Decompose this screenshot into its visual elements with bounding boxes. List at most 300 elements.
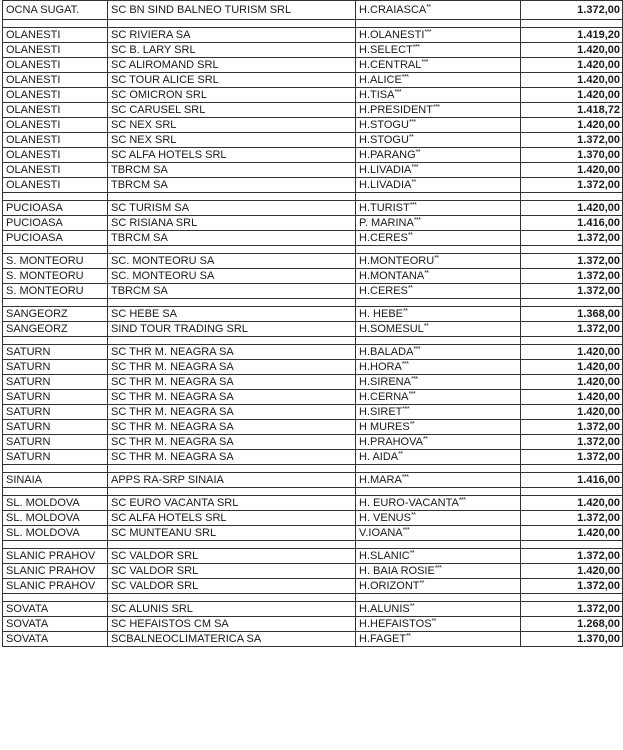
price-cell: 1.416,00 [521,473,623,488]
hotel-stars: ** [409,421,415,428]
hotel-name: H.STOGU [359,134,409,146]
price-cell: 1.420,00 [521,201,623,216]
hotel-cell [356,360,521,375]
hotel-stars: *** [402,406,410,413]
separator-cell [3,246,108,254]
hotel-cell [356,579,521,594]
price-cell: 1.420,00 [521,58,623,73]
hotel-name: H.SELECT [359,44,413,56]
hotel-name: H. AIDA [359,451,399,463]
company-cell: TBRCM SA [108,231,356,246]
location-cell: S. MONTEORU [3,254,108,269]
price-list-table [2,0,623,647]
price-cell: 1.370,00 [521,148,623,163]
separator-cell [356,541,521,549]
price-cell: 1.370,00 [521,632,623,647]
separator-cell [521,594,623,602]
table-row [3,435,623,450]
table-row [3,473,623,488]
table-row [3,602,623,617]
hotel-name: H.SOMESUL [359,323,424,335]
hotel-cell [356,73,521,88]
location-cell: SOVATA [3,617,108,632]
location-cell: OCNA SUGAT. [3,1,108,20]
separator-cell [521,193,623,201]
table-row [3,133,623,148]
location-cell: S. MONTEORU [3,284,108,299]
location-cell: OLANESTI [3,28,108,43]
price-cell: 1.420,00 [521,345,623,360]
table-row [3,496,623,511]
hotel-name: H.ALICE [359,74,402,86]
company-cell: SC CARUSEL SRL [108,103,356,118]
price-cell: 1.420,00 [521,375,623,390]
location-cell: OLANESTI [3,133,108,148]
price-cell: 1.372,00 [521,269,623,284]
table-row [3,579,623,594]
location-cell: SANGEORZ [3,322,108,337]
group-separator [3,488,623,496]
price-cell: 1.420,00 [521,564,623,579]
company-cell: SC RISIANA SRL [108,216,356,231]
company-cell: APPS RA-SRP SINAIA [108,473,356,488]
price-cell: 1.372,00 [521,322,623,337]
table-row [3,254,623,269]
separator-cell [108,193,356,201]
company-cell: SC VALDOR SRL [108,564,356,579]
hotel-name: H.CERES [359,285,408,297]
hotel-name: H. EURO-VACANTA [359,497,459,509]
table-row [3,201,623,216]
hotel-stars: *** [411,164,419,171]
hotel-name: H MURES [359,421,410,433]
company-cell: SC. MONTEORU SA [108,254,356,269]
table-row [3,73,623,88]
location-cell: SLANIC PRAHOV [3,579,108,594]
table-row [3,375,623,390]
table-row [3,405,623,420]
company-cell: SC THR M. NEAGRA SA [108,345,356,360]
hotel-name: H.PRAHOVA [359,436,423,448]
hotel-name: H.STOGU [359,119,409,131]
hotel-stars: ** [408,134,414,141]
location-cell: PUCIOASA [3,231,108,246]
hotel-stars: *** [394,89,402,96]
hotel-stars: ** [426,4,431,11]
separator-cell [521,20,623,28]
location-cell: SATURN [3,390,108,405]
hotel-cell [356,284,521,299]
table-row [3,1,623,20]
separator-cell [108,20,356,28]
hotel-name: H.SIRET [359,406,403,418]
company-cell: SC THR M. NEAGRA SA [108,375,356,390]
hotel-stars: *** [432,104,440,111]
hotel-cell [356,617,521,632]
price-cell: 1.418,72 [521,103,623,118]
hotel-stars: ** [410,512,416,519]
company-cell: SC THR M. NEAGRA SA [108,450,356,465]
table-row [3,511,623,526]
hotel-stars: ** [403,308,408,315]
hotel-cell [356,435,521,450]
hotel-cell [356,496,521,511]
location-cell: S. MONTEORU [3,269,108,284]
table-row [3,231,623,246]
price-cell: 1.372,00 [521,602,623,617]
table-row [3,118,623,133]
separator-cell [521,246,623,254]
price-cell: 1.420,00 [521,390,623,405]
price-cell: 1.419,20 [521,28,623,43]
price-cell: 1.420,00 [521,43,623,58]
hotel-stars: ** [409,550,415,557]
hotel-cell [356,28,521,43]
separator-cell [3,193,108,201]
hotel-stars: ** [407,285,413,292]
company-cell: SC ALIROMAND SRL [108,58,356,73]
separator-cell [356,488,521,496]
company-cell: SC ALFA HOTELS SRL [108,148,356,163]
separator-cell [521,299,623,307]
hotel-cell [356,133,521,148]
separator-cell [521,541,623,549]
hotel-stars: ** [409,603,415,610]
table-row [3,216,623,231]
hotel-name: H.TURIST [359,202,410,214]
separator-cell [108,337,356,345]
price-cell: 1.372,00 [521,231,623,246]
table-row [3,163,623,178]
price-cell: 1.372,00 [521,420,623,435]
table-row [3,322,623,337]
location-cell: SATURN [3,345,108,360]
table-row [3,178,623,193]
company-cell: SC THR M. NEAGRA SA [108,435,356,450]
hotel-name: H.CENTRAL [359,59,422,71]
price-cell: 1.372,00 [521,450,623,465]
price-cell: 1.372,00 [521,284,623,299]
separator-cell [521,488,623,496]
hotel-stars: *** [401,361,409,368]
price-cell: 1.420,00 [521,118,623,133]
hotel-stars: *** [408,119,416,126]
table-row [3,549,623,564]
hotel-cell [356,148,521,163]
company-cell: SC B. LARY SRL [108,43,356,58]
hotel-stars: ** [422,436,428,443]
company-cell: SC THR M. NEAGRA SA [108,390,356,405]
hotel-cell [356,254,521,269]
hotel-stars: *** [458,497,466,504]
hotel-cell [356,43,521,58]
company-cell: SC ALUNIS SRL [108,602,356,617]
hotel-name: H.MONTEORU [359,255,435,267]
company-cell: SC BN SIND BALNEO TURISM SRL [108,1,356,20]
company-cell: SC THR M. NEAGRA SA [108,405,356,420]
hotel-name: H.BALADA [359,346,414,358]
separator-cell [3,337,108,345]
price-cell: 1.416,00 [521,216,623,231]
group-separator [3,193,623,201]
company-cell: SC HEBE SA [108,307,356,322]
table-row [3,526,623,541]
company-cell: SIND TOUR TRADING SRL [108,322,356,337]
hotel-stars: ** [415,149,421,156]
hotel-name: H. HEBE [359,308,404,320]
company-cell: SC NEX SRL [108,133,356,148]
separator-cell [108,541,356,549]
hotel-stars: *** [409,202,417,209]
hotel-cell [356,307,521,322]
hotel-cell [356,201,521,216]
hotel-stars: *** [424,29,432,36]
company-cell: SC TOUR ALICE SRL [108,73,356,88]
location-cell: SOVATA [3,602,108,617]
location-cell: OLANESTI [3,178,108,193]
price-cell: 1.372,00 [521,133,623,148]
company-cell: TBRCM SA [108,178,356,193]
hotel-cell [356,345,521,360]
hotel-stars: *** [408,391,416,398]
hotel-cell [356,420,521,435]
hotel-cell [356,473,521,488]
separator-cell [3,541,108,549]
company-cell: SC TURISM SA [108,201,356,216]
hotel-cell [356,163,521,178]
company-cell: TBRCM SA [108,163,356,178]
hotel-cell [356,564,521,579]
hotel-cell [356,632,521,647]
hotel-cell [356,375,521,390]
separator-cell [356,20,521,28]
hotel-name: H.PARANG [359,149,416,161]
table-row [3,307,623,322]
company-cell: SC RIVIERA SA [108,28,356,43]
hotel-name: H.SLANIC [359,550,410,562]
location-cell: OLANESTI [3,118,108,133]
hotel-cell [356,602,521,617]
separator-cell [356,465,521,473]
hotel-cell [356,216,521,231]
hotel-cell [356,511,521,526]
price-cell: 1.372,00 [521,579,623,594]
hotel-stars: ** [419,580,424,587]
table-row [3,564,623,579]
price-cell: 1.372,00 [521,254,623,269]
price-cell: 1.372,00 [521,511,623,526]
hotel-name: H.SIRENA [359,376,411,388]
company-cell: SC ALFA HOTELS SRL [108,511,356,526]
hotel-cell [356,526,521,541]
company-cell: SC. MONTEORU SA [108,269,356,284]
separator-cell [108,488,356,496]
price-cell: 1.368,00 [521,307,623,322]
hotel-stars: ** [406,633,411,640]
separator-cell [108,465,356,473]
hotel-name: V.IOANA [359,527,403,539]
table-row [3,58,623,73]
hotel-name: P. MARINA [359,217,414,229]
price-cell: 1.420,00 [521,526,623,541]
table-row [3,420,623,435]
table-row [3,269,623,284]
company-cell: SC VALDOR SRL [108,579,356,594]
separator-cell [3,594,108,602]
company-cell: TBRCM SA [108,284,356,299]
hotel-stars: ** [423,323,429,330]
location-cell: OLANESTI [3,163,108,178]
separator-cell [356,337,521,345]
hotel-name: H.CERNA [359,391,409,403]
hotel-name: H.OLANESTI [359,29,425,41]
hotel-stars: ** [398,451,403,458]
hotel-stars: *** [421,59,429,66]
table-row [3,632,623,647]
location-cell: SL. MOLDOVA [3,526,108,541]
price-cell: 1.420,00 [521,496,623,511]
hotel-stars: ** [407,232,413,239]
hotel-stars: *** [410,376,418,383]
separator-cell [356,594,521,602]
separator-cell [521,337,623,345]
hotel-stars: *** [412,44,420,51]
location-cell: SATURN [3,435,108,450]
location-cell: OLANESTI [3,103,108,118]
location-cell: SINAIA [3,473,108,488]
hotel-name: H.MARA [359,474,402,486]
hotel-cell [356,269,521,284]
hotel-cell [356,549,521,564]
hotel-cell [356,58,521,73]
hotel-stars: ** [424,270,429,277]
hotel-cell [356,231,521,246]
hotel-stars: *** [401,474,409,481]
separator-cell [3,299,108,307]
price-cell: 1.268,00 [521,617,623,632]
hotel-name: H.LIVADIA [359,164,412,176]
hotel-stars: ** [411,179,416,186]
location-cell: SATURN [3,405,108,420]
location-cell: SATURN [3,450,108,465]
company-cell: SC MUNTEANU SRL [108,526,356,541]
separator-cell [108,246,356,254]
hotel-cell [356,390,521,405]
location-cell: OLANESTI [3,73,108,88]
company-cell: SC EURO VACANTA SRL [108,496,356,511]
hotel-cell [356,118,521,133]
hotel-name: H.MONTANA [359,270,425,282]
location-cell: PUCIOASA [3,201,108,216]
price-cell: 1.420,00 [521,163,623,178]
separator-cell [3,20,108,28]
separator-cell [521,465,623,473]
hotel-name: H.ALUNIS [359,603,410,615]
company-cell: SC OMICRON SRL [108,88,356,103]
group-separator [3,299,623,307]
hotel-name: H. VENUS [359,512,411,524]
table-row [3,43,623,58]
company-cell: SC THR M. NEAGRA SA [108,420,356,435]
location-cell: OLANESTI [3,58,108,73]
location-cell: OLANESTI [3,43,108,58]
location-cell: SL. MOLDOVA [3,496,108,511]
hotel-name: H. BAIA ROSIE [359,565,435,577]
hotel-cell [356,178,521,193]
location-cell: SOVATA [3,632,108,647]
table-row [3,360,623,375]
location-cell: PUCIOASA [3,216,108,231]
price-cell: 1.420,00 [521,360,623,375]
hotel-cell [356,450,521,465]
group-separator [3,541,623,549]
table-row [3,103,623,118]
hotel-stars: ** [431,618,436,625]
table-row [3,148,623,163]
table-row [3,390,623,405]
price-cell: 1.372,00 [521,1,623,20]
price-cell: 1.372,00 [521,178,623,193]
hotel-stars: *** [434,565,442,572]
table-row [3,284,623,299]
location-cell: SL. MOLDOVA [3,511,108,526]
hotel-cell [356,103,521,118]
group-separator [3,246,623,254]
hotel-cell [356,405,521,420]
hotel-stars: ** [434,255,439,262]
table-row [3,88,623,103]
price-cell: 1.372,00 [521,435,623,450]
hotel-cell [356,88,521,103]
company-cell: SC THR M. NEAGRA SA [108,360,356,375]
group-separator [3,465,623,473]
group-separator [3,20,623,28]
location-cell: SATURN [3,420,108,435]
hotel-name: H.CRAIASCA [359,4,427,16]
location-cell: SANGEORZ [3,307,108,322]
hotel-name: H.HEFAISTOS [359,618,432,630]
table-row [3,450,623,465]
price-list-body [3,1,623,647]
hotel-name: H.ORIZONT [359,580,420,592]
company-cell: SC HEFAISTOS CM SA [108,617,356,632]
table-row [3,345,623,360]
table-row [3,28,623,43]
hotel-stars: *** [413,346,421,353]
company-cell: SC NEX SRL [108,118,356,133]
location-cell: OLANESTI [3,148,108,163]
hotel-name: H.FAGET [359,633,407,645]
separator-cell [3,465,108,473]
location-cell: SLANIC PRAHOV [3,564,108,579]
separator-cell [356,193,521,201]
company-cell: SC VALDOR SRL [108,549,356,564]
location-cell: SLANIC PRAHOV [3,549,108,564]
separator-cell [108,594,356,602]
separator-cell [356,299,521,307]
hotel-name: H.PRESIDENT [359,104,433,116]
hotel-stars: *** [401,74,409,81]
company-cell: SCBALNEOCLIMATERICA SA [108,632,356,647]
location-cell: SATURN [3,375,108,390]
separator-cell [108,299,356,307]
hotel-name: H.TISA [359,89,395,101]
table-row [3,617,623,632]
hotel-name: H.HORA [359,361,402,373]
hotel-stars: *** [413,217,421,224]
hotel-stars: *** [402,527,410,534]
separator-cell [3,488,108,496]
